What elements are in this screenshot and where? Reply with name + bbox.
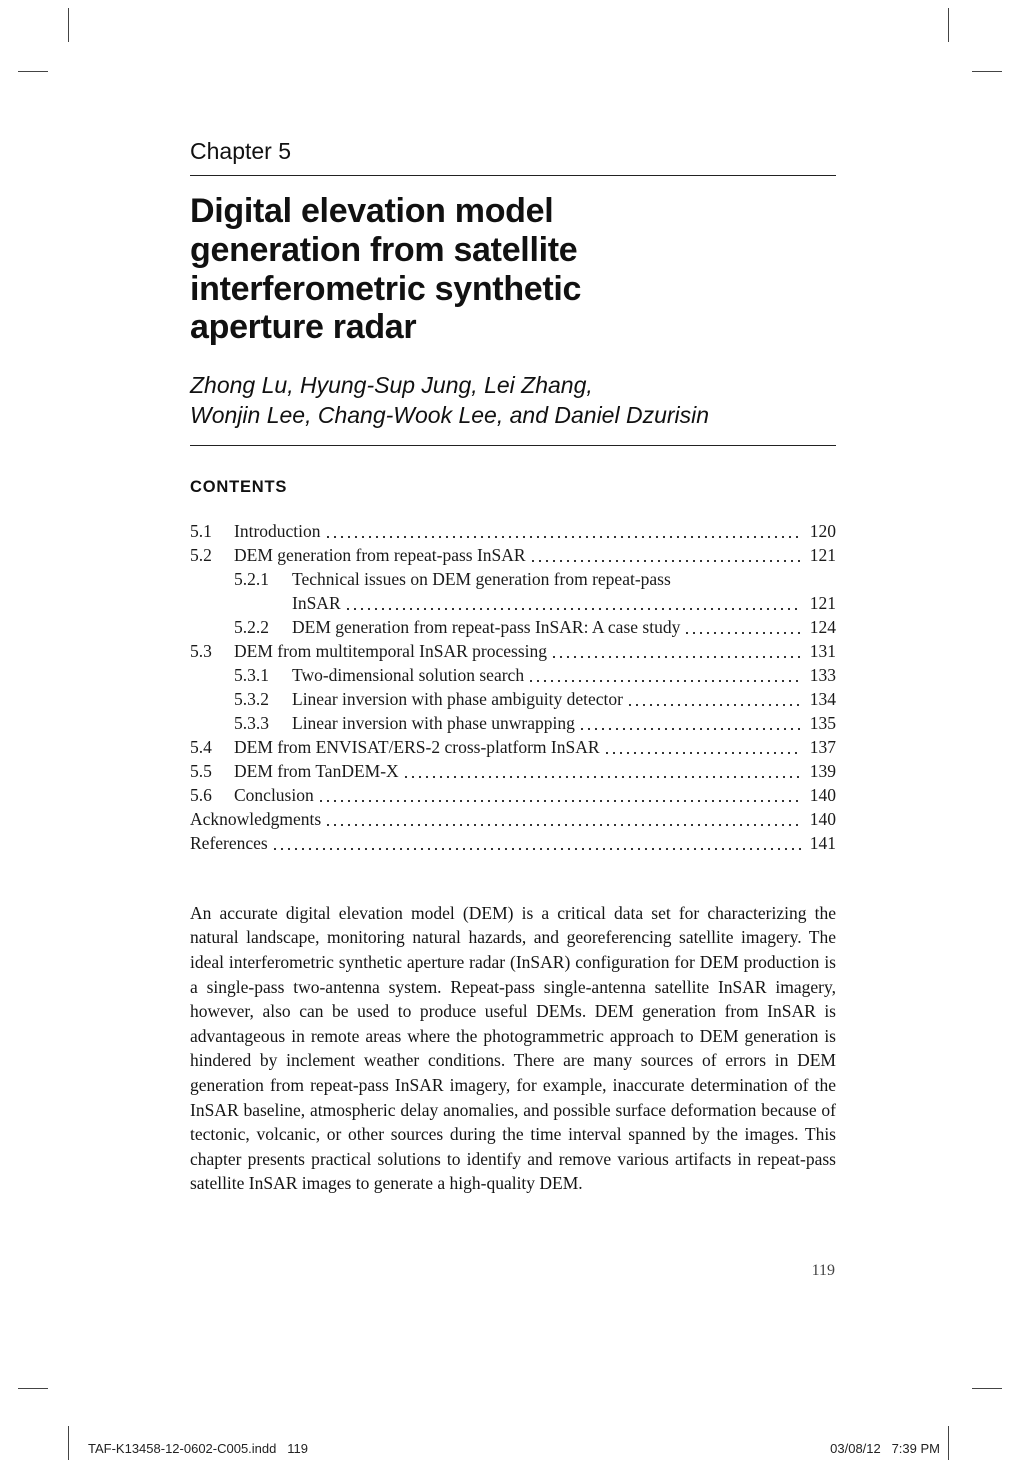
toc-dot-leader bbox=[327, 824, 801, 826]
toc-entry-label: Acknowledgments bbox=[190, 808, 322, 829]
toc-entry-number: 5.4 bbox=[190, 736, 212, 757]
toc-entry-label: InSAR bbox=[292, 592, 341, 613]
toc-dot-leader bbox=[320, 800, 801, 802]
authors-line-1: Zhong Lu, Hyung-Sup Jung, Lei Zhang, bbox=[190, 372, 593, 398]
toc-entry-page: 121 bbox=[809, 544, 836, 565]
table-of-contents bbox=[190, 519, 836, 855]
toc-entry bbox=[190, 735, 836, 759]
toc-entry-page: 133 bbox=[809, 664, 836, 685]
crop-mark-top-right-vertical bbox=[948, 8, 949, 42]
toc-dot-leader bbox=[553, 656, 801, 658]
toc-entry-label: Technical issues on DEM generation from repeat-pass bbox=[292, 568, 671, 589]
authors bbox=[190, 371, 836, 431]
toc-entry-number: 5.3.2 bbox=[234, 688, 269, 709]
toc-dot-leader bbox=[581, 728, 801, 730]
toc-entry-number: 5.3.3 bbox=[234, 712, 269, 733]
toc-dot-leader bbox=[347, 608, 801, 610]
toc-entry bbox=[190, 663, 836, 687]
toc-entry-label: Introduction bbox=[234, 520, 321, 541]
toc-entry-number: 5.6 bbox=[190, 784, 212, 805]
authors-line-2: Wonjin Lee, Chang-Wook Lee, and Daniel Dzurisin bbox=[190, 401, 710, 428]
toc-entry-page: 141 bbox=[809, 832, 836, 853]
footer-timestamp: 03/08/12 7:39 PM bbox=[830, 1441, 940, 1456]
toc-entry-page: 137 bbox=[809, 736, 836, 757]
toc-entry-page: 124 bbox=[809, 616, 836, 637]
crop-mark-bottom-right-horizontal bbox=[972, 1388, 1002, 1389]
toc-entry-continuation bbox=[190, 591, 836, 615]
toc-entry-page: 139 bbox=[809, 760, 836, 781]
toc-entry-number: 5.5 bbox=[190, 760, 212, 781]
intro-paragraph: An accurate digital elevation model (DEM) is a critical data set for characterizing the natural landscape, monitoring natural hazards, and georeferencing satellite imagery. The ideal interferometric synthetic aperture radar (InSAR) configuration for DEM production is a single-pass two-antenna system. Repeat-pass single-antenna satellite InSAR imagery, however, also can be used to produce useful DEMs. DEM generation from InSAR is advantageous in remote areas where the photogrammetric approach to DEM generation is hindered by inclement weather conditions. There are many sources of errors in DEM generation from repeat-pass InSAR imagery, for example, inaccurate determination of the InSAR baseline, atmospheric delay anomalies, and possible surface deformation because of tectonic, volcanic, or other sources during the time interval spanned by the images. This chapter presents practical solutions to identify and remove various artifacts in repeat-pass satellite InSAR images to generate a high-quality DEM. bbox=[190, 902, 836, 1194]
toc-entry-number: 5.3 bbox=[190, 640, 212, 661]
toc-dot-leader bbox=[274, 848, 801, 850]
toc-dot-leader bbox=[327, 536, 801, 538]
toc-dot-leader bbox=[606, 752, 801, 754]
toc-entry-label: References bbox=[190, 832, 268, 853]
toc-entry bbox=[190, 567, 836, 591]
toc-entry-page: 135 bbox=[809, 712, 836, 733]
toc-entry-page: 121 bbox=[809, 592, 836, 613]
toc-entry-page: 140 bbox=[809, 784, 836, 805]
toc-entry-page: 120 bbox=[809, 520, 836, 541]
footer-file-info: TAF-K13458-12-0602-C005.indd 119 bbox=[88, 1441, 308, 1456]
toc-entry-number: 5.2.1 bbox=[234, 568, 269, 589]
toc-entry-label: DEM generation from repeat-pass InSAR bbox=[234, 544, 526, 565]
toc-entry bbox=[190, 687, 836, 711]
toc-entry-label: DEM from ENVISAT/ERS-2 cross-platform InSAR bbox=[234, 736, 600, 757]
toc-entry bbox=[190, 639, 836, 663]
toc-entry-label: Conclusion bbox=[234, 784, 314, 805]
toc-entry-label: DEM from multitemporal InSAR processing bbox=[234, 640, 548, 661]
page-content bbox=[190, 0, 836, 1196]
toc-entry-number: 5.2 bbox=[190, 544, 212, 565]
toc-dot-leader bbox=[405, 776, 801, 778]
toc-entry-label: Linear inversion with phase unwrapping bbox=[292, 712, 575, 733]
toc-entry bbox=[190, 783, 836, 807]
toc-dot-leader bbox=[530, 680, 801, 682]
chapter-label: Chapter 5 bbox=[190, 138, 292, 164]
crop-mark-top-left-vertical bbox=[68, 8, 69, 42]
toc-entry bbox=[190, 519, 836, 543]
toc-entry-number: 5.2.2 bbox=[234, 616, 269, 637]
crop-mark-top-right-horizontal bbox=[972, 71, 1002, 72]
crop-mark-bottom-right-vertical bbox=[948, 1426, 949, 1460]
toc-entry bbox=[190, 831, 836, 855]
chapter-title: Digital elevation model generation from satellite interferometric synthetic aperture radar bbox=[190, 192, 582, 347]
contents-heading: CONTENTS bbox=[190, 477, 288, 496]
toc-entry-label: DEM generation from repeat-pass InSAR: A case study bbox=[292, 616, 681, 637]
toc-entry-number: 5.3.1 bbox=[234, 664, 269, 685]
toc-dot-leader bbox=[686, 632, 801, 634]
toc-entry bbox=[190, 615, 836, 639]
toc-entry bbox=[190, 807, 836, 831]
toc-dot-leader bbox=[532, 560, 801, 562]
toc-entry bbox=[190, 759, 836, 783]
divider-top bbox=[190, 175, 836, 176]
toc-entry-label: Linear inversion with phase ambiguity detector bbox=[292, 688, 623, 709]
toc-dot-leader bbox=[629, 704, 801, 706]
toc-entry-label: DEM from TanDEM-X bbox=[234, 760, 399, 781]
toc-entry bbox=[190, 711, 836, 735]
page-number: 119 bbox=[811, 1262, 835, 1279]
crop-mark-top-left-horizontal bbox=[18, 71, 48, 72]
crop-mark-bottom-left-vertical bbox=[68, 1426, 69, 1460]
crop-mark-bottom-left-horizontal bbox=[18, 1388, 48, 1389]
toc-entry-label: Two-dimensional solution search bbox=[292, 664, 525, 685]
divider-authors bbox=[190, 445, 836, 446]
toc-entry-page: 140 bbox=[809, 808, 836, 829]
toc-entry-number: 5.1 bbox=[190, 520, 212, 541]
toc-entry-page: 134 bbox=[809, 688, 836, 709]
toc-entry-page: 131 bbox=[809, 640, 836, 661]
toc-entry bbox=[190, 543, 836, 567]
